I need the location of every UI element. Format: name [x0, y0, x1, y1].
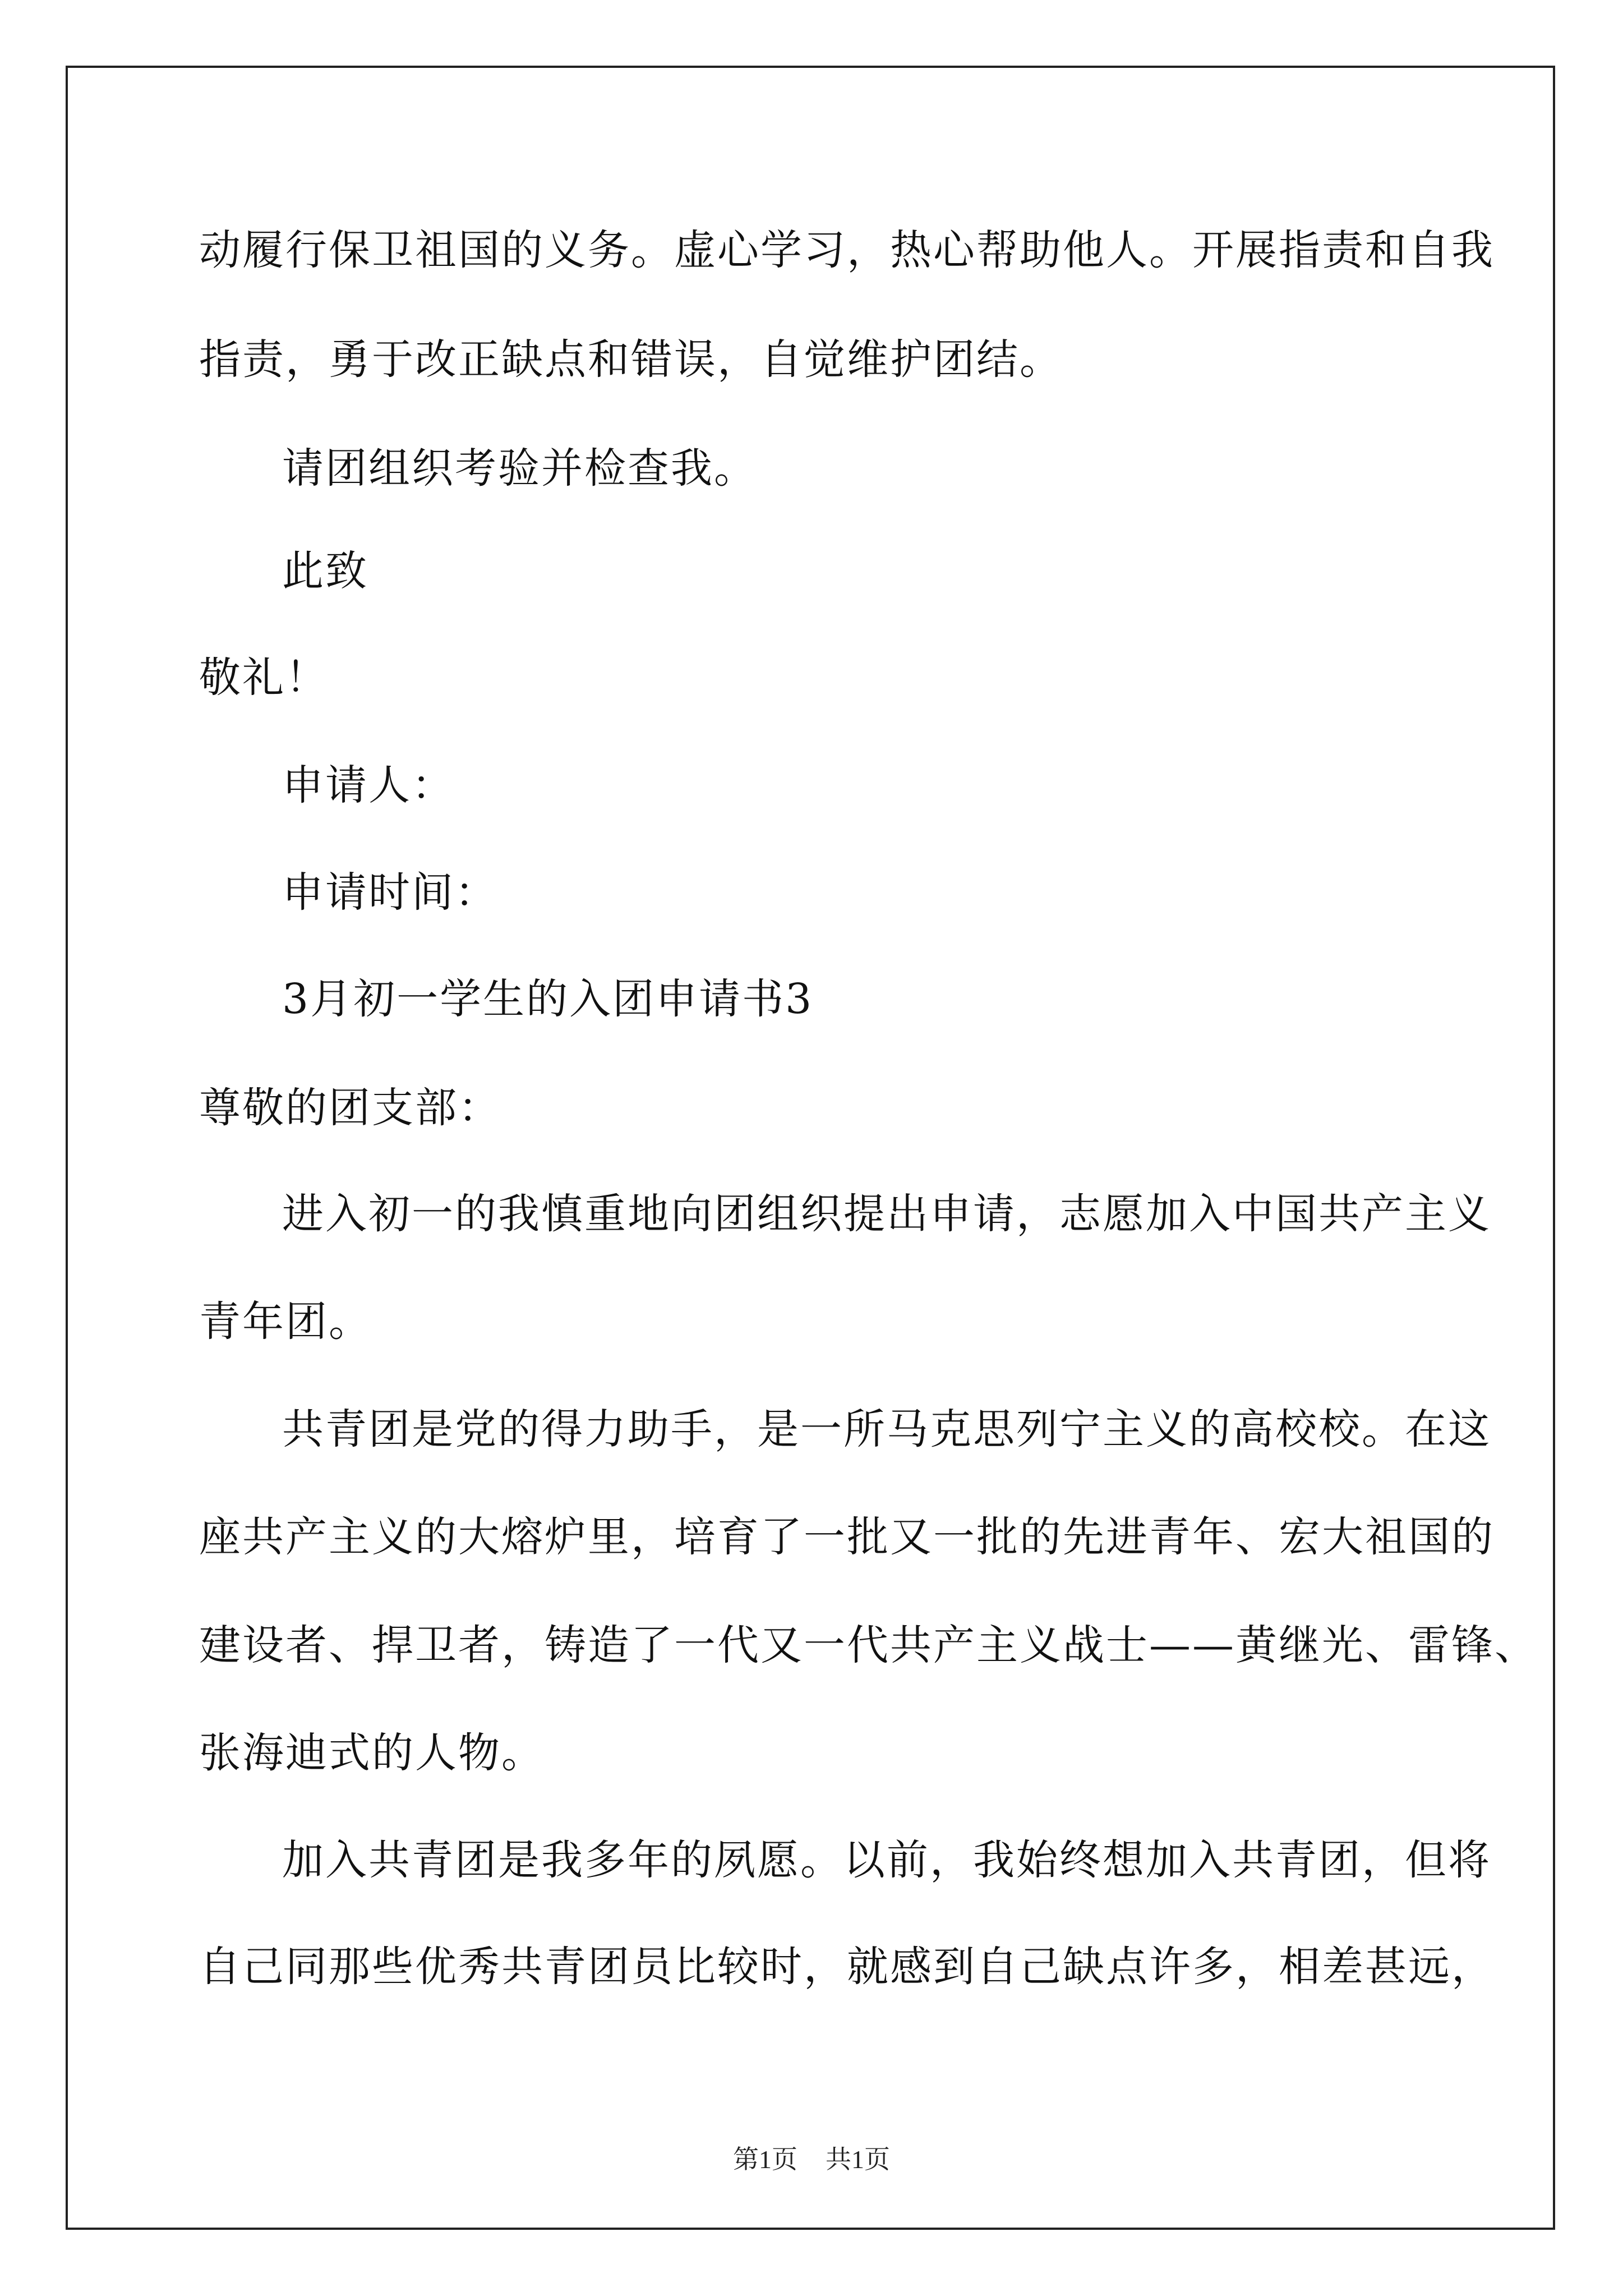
body-text-line: 青年团。: [199, 1297, 372, 1346]
body-text-line: 加入共青团是我多年的夙愿。以前，我始终想加入共青团，但将: [282, 1836, 1491, 1884]
page-number: 第1页: [733, 2145, 797, 2174]
body-text-line: 动履行保卫祖国的义务。虚心学习，热心帮助他人。开展指责和自我: [199, 226, 1495, 274]
closing-salutation: 此致: [282, 547, 368, 595]
page-footer: [0, 2144, 1623, 2175]
page-total: 共1页: [826, 2145, 890, 2174]
body-text-line: 张海迪式的人物。: [199, 1729, 545, 1777]
body-text-line: 建设者、捍卫者，铸造了一代又一代共产主义战士——黄继光、雷锋、: [199, 1621, 1538, 1669]
body-text-line: 请团组织考验并检查我。: [282, 444, 757, 493]
body-text-line: 自己同那些优秀共青团员比较时，就感到自己缺点许多，相差甚远，: [199, 1943, 1495, 1991]
body-text-line: 指责，勇于改正缺点和错误，自觉维护团结。: [199, 335, 1063, 384]
body-text-line: 共青团是党的得力助手，是一所马克思列宁主义的高校校。在这: [282, 1405, 1491, 1453]
letter-greeting: 尊敬的团支部：: [199, 1084, 501, 1132]
section-title: 3月初一学生的入团申请书3: [282, 975, 814, 1023]
applicant-label: 申请人：: [282, 761, 455, 809]
body-text-line: 座共产主义的大熔炉里，培育了一批又一批的先进青年、宏大祖国的: [199, 1513, 1495, 1561]
application-date-label: 申请时间：: [282, 868, 498, 917]
page-border: [66, 66, 1555, 2230]
closing-regards: 敬礼！: [199, 654, 329, 702]
body-text-line: 进入初一的我慎重地向团组织提出申请，志愿加入中国共产主义: [282, 1190, 1491, 1238]
